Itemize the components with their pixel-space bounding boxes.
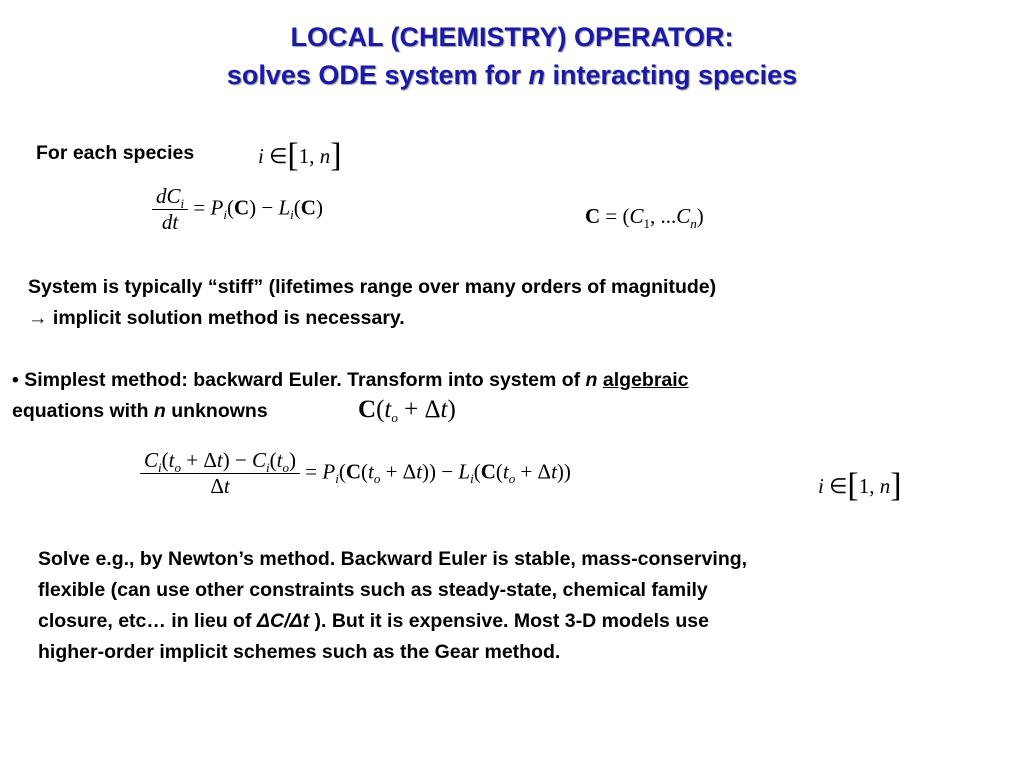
newton-line3-math: ΔC/Δt bbox=[256, 610, 310, 632]
for-each-species-label: For each species bbox=[36, 142, 195, 164]
concentration-vector: $C = (C_1$, $...C_n$) bbox=[585, 204, 704, 231]
stiff-line2: → implicit solution method is necessary. bbox=[28, 307, 405, 329]
euler-line1-underlined: algebraic bbox=[602, 369, 689, 391]
euler-line2-pre: equations with bbox=[12, 400, 154, 422]
euler-line1-var: n bbox=[585, 369, 598, 391]
newton-paragraph bbox=[38, 544, 747, 668]
newton-line3-post: ). But it is expensive. Most 3-D models use bbox=[309, 610, 709, 632]
euler-index-range: i ∈[1, n] bbox=[818, 467, 902, 504]
euler-line2-var: n bbox=[153, 400, 166, 422]
ode-equation: $\frac{dC_i}{dt}$ = $P_i(C) - L_i(C)$ bbox=[152, 184, 323, 235]
unknowns-expression: $C(t_o + \Delta t)$ bbox=[358, 396, 456, 425]
title-line2-pre: solves ODE system for bbox=[226, 60, 529, 90]
species-index-range: i ∈[1, n] bbox=[258, 137, 342, 174]
slide-title-line1: LOCAL (CHEMISTRY) OPERATOR: bbox=[290, 22, 734, 52]
euler-line1-pre: Simplest method: backward Euler. Transform into system of bbox=[18, 369, 586, 391]
bullet-marker: • bbox=[12, 369, 19, 391]
euler-line2-post: unknowns bbox=[165, 400, 268, 422]
title-line2-var: n bbox=[528, 60, 546, 90]
newton-line3-pre: closure, etc… in lieu of bbox=[38, 610, 257, 632]
stiff-line1: System is typically “stiff” (lifetimes range over many orders of magnitude) bbox=[28, 276, 717, 298]
slide-title-line2 bbox=[0, 60, 1024, 91]
euler-bullet-text bbox=[12, 365, 689, 427]
newton-line4: higher-order implicit schemes such as the Gear method. bbox=[38, 641, 561, 663]
backward-euler-equation: $\frac{C_i(t_o + \Delta t) - C_i(t_o)}{\Delta t}$ = $P_i(C(t_o + \Delta t)) - L_i(C(t_o + \Delta t))$ bbox=[140, 448, 571, 499]
newton-line1: Solve e.g., by Newton’s method. Backward Euler is stable, mass-conserving, bbox=[38, 548, 748, 570]
title-line2-post: interacting species bbox=[545, 60, 798, 90]
newton-line2: flexible (can use other constraints such as steady-state, chemical family bbox=[38, 579, 708, 601]
stiff-text bbox=[28, 272, 716, 334]
